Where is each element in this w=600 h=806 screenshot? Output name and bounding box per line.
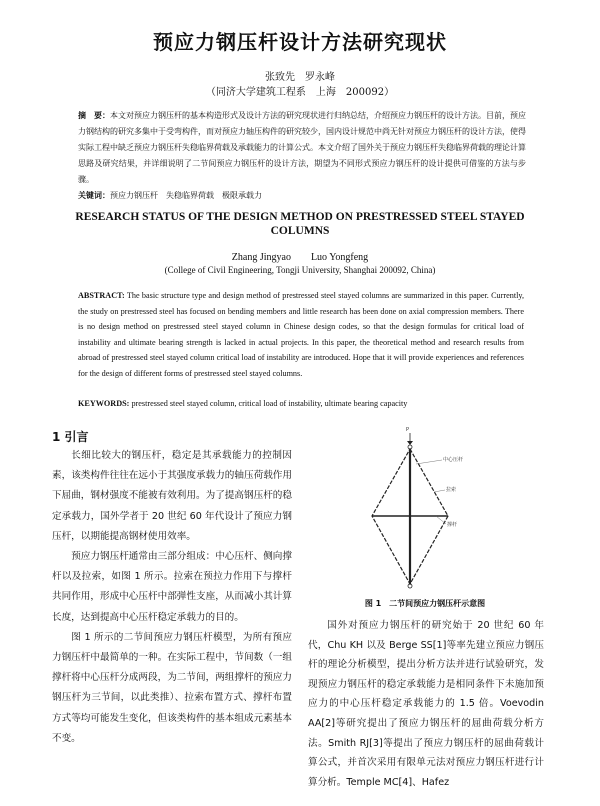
leader-line	[434, 490, 445, 492]
right-column	[308, 616, 544, 792]
abstract-en-label: ABSTRACT:	[78, 291, 125, 300]
load-label: P	[406, 427, 410, 433]
keywords-cn	[78, 188, 526, 203]
keywords-en-text: prestressed steel stayed column, critical load of instability, ultimate bearing capacity	[131, 399, 408, 408]
authors-en: Zhang Jingyao Luo Yongfeng	[231, 252, 369, 263]
affiliation-en: (College of Civil Engineering, Tongji University, Shanghai 200092, China)	[164, 265, 436, 275]
leader-line	[416, 460, 442, 464]
abstract-cn	[78, 108, 526, 188]
abstract-cn-label: 摘 要：	[78, 111, 110, 120]
label-cable: 拉索	[446, 487, 457, 493]
keywords-en	[78, 399, 524, 408]
label-center-column: 中心压杆	[443, 457, 464, 463]
paragraph: 国外对预应力钢压杆的研究始于 20 世纪 60 年代，Chu KH 以及 Berge SS[1]等率先建立预应力钢压杆的理论分析模型，提出分析方法并进行试验研究，发现预应力钢压杆的稳定承载能力是相同条件下未施加预应力的中心压杆稳定承载能力的 1.5 倍。Voevodin AA[2]等研究提出了预应力钢压杆的屈曲荷载分析方法。Smith RJ[3]等提出了预应力钢压杆的屈曲荷载计算公式，并首次采用有限单元法对预应力钢压杆进行计算分析。Temple MC[4]、Hafez	[308, 620, 544, 788]
paragraph: 预应力钢压杆通常由三部分组成：中心压杆、侧向撑杆以及拉索，如图 1 所示。拉索在预拉力作用下与撑杆共同作用，形成中心压杆中部弹性支座，从而减小其计算长度，达到提高中心压杆稳定承载力的目的。	[52, 551, 292, 623]
figure-stayed-column	[350, 424, 470, 594]
figure-caption: 图 1 二节间预应力钢压杆示意图	[364, 599, 486, 608]
left-column	[52, 446, 292, 749]
abstract-cn-text: 本文对预应力钢压杆的基本构造形式及设计方法的研究现状进行归纳总结，介绍预应力钢压杆的设计方法。目前，预应力钢结构的研究多集中于受弯构件，而对预应力轴压构件的研究较少，国内设计规范中尚无针对预应力钢压杆的设计方法，使得实际工程中缺乏预应力钢压杆失稳临界荷载及承载能力的计算公式。本文介绍了国外关于预应力钢压杆失稳临界荷载的理论计算思路及研究结果，并详细说明了二节间预应力钢压杆的设计方法，期望为不同形式预应力钢压杆的设计提供可借鉴的方法与步骤。	[78, 111, 526, 184]
authors-cn: 张致先 罗永峰	[265, 72, 335, 83]
abstract-en-text: The basic structure type and design method of prestressed steel stayed columns are summarized in this paper. Currently, the study on prestressed steel has focused on bending members and little research has been done on axial compression members. There is no design method on prestressed steel stayed column in Chinese design codes, so that the design formulas for critical load of instability and ultimate bearing strength is lacked in actual projects. In this paper, the theoretical method and research results from abroad of prestressed steel stayed column critical load of instability are introduced. Hope that it will provide experiences and references for the design of different forms of prestressed steel stayed columns.	[78, 291, 524, 378]
section-heading-intro: 1 引言	[52, 430, 89, 444]
keywords-en-label: KEYWORDS:	[78, 399, 130, 408]
abstract-en	[78, 288, 524, 381]
paragraph: 图 1 所示的二节间预应力钢压杆模型，为所有预应力钢压杆中最简单的一种。在实际工程中，节间数（一组撑杆将中心压杆分成两段，为二节间，两组撑杆的预应力钢压杆为三节间，以此类推）、拉索布置方式、撑杆布置方式等均可能发生变化，但该类构件的基本组成元素基本不变。	[52, 631, 292, 744]
label-strut: 撑杆	[447, 522, 458, 528]
keywords-cn-text: 预应力钢压杆 失稳临界荷载 极限承载力	[110, 191, 262, 200]
affiliation-cn: （同济大学建筑工程系 上海 200092）	[205, 87, 395, 98]
leader-line	[436, 516, 446, 524]
paper-title-cn: 预应力钢压杆设计方法研究现状	[153, 30, 447, 54]
load-arrowhead	[407, 441, 413, 445]
keywords-cn-label: 关键词：	[78, 190, 110, 200]
paper-title-en: RESEARCH STATUS OF THE DESIGN METHOD ON PRESTRESSED STEEL STAYED COLUMNS	[75, 211, 525, 237]
paragraph: 长细比较大的钢压杆，稳定是其承载能力的控制因素，该类构件往往在远小于其强度承载力的轴压荷载作用下屈曲，钢材强度不能被有效利用。为了提高钢压杆的稳定承载力，国外学者于 20 世纪 60 年代设计了预应力钢压杆，以期能提高钢材使用效率。	[52, 450, 292, 542]
